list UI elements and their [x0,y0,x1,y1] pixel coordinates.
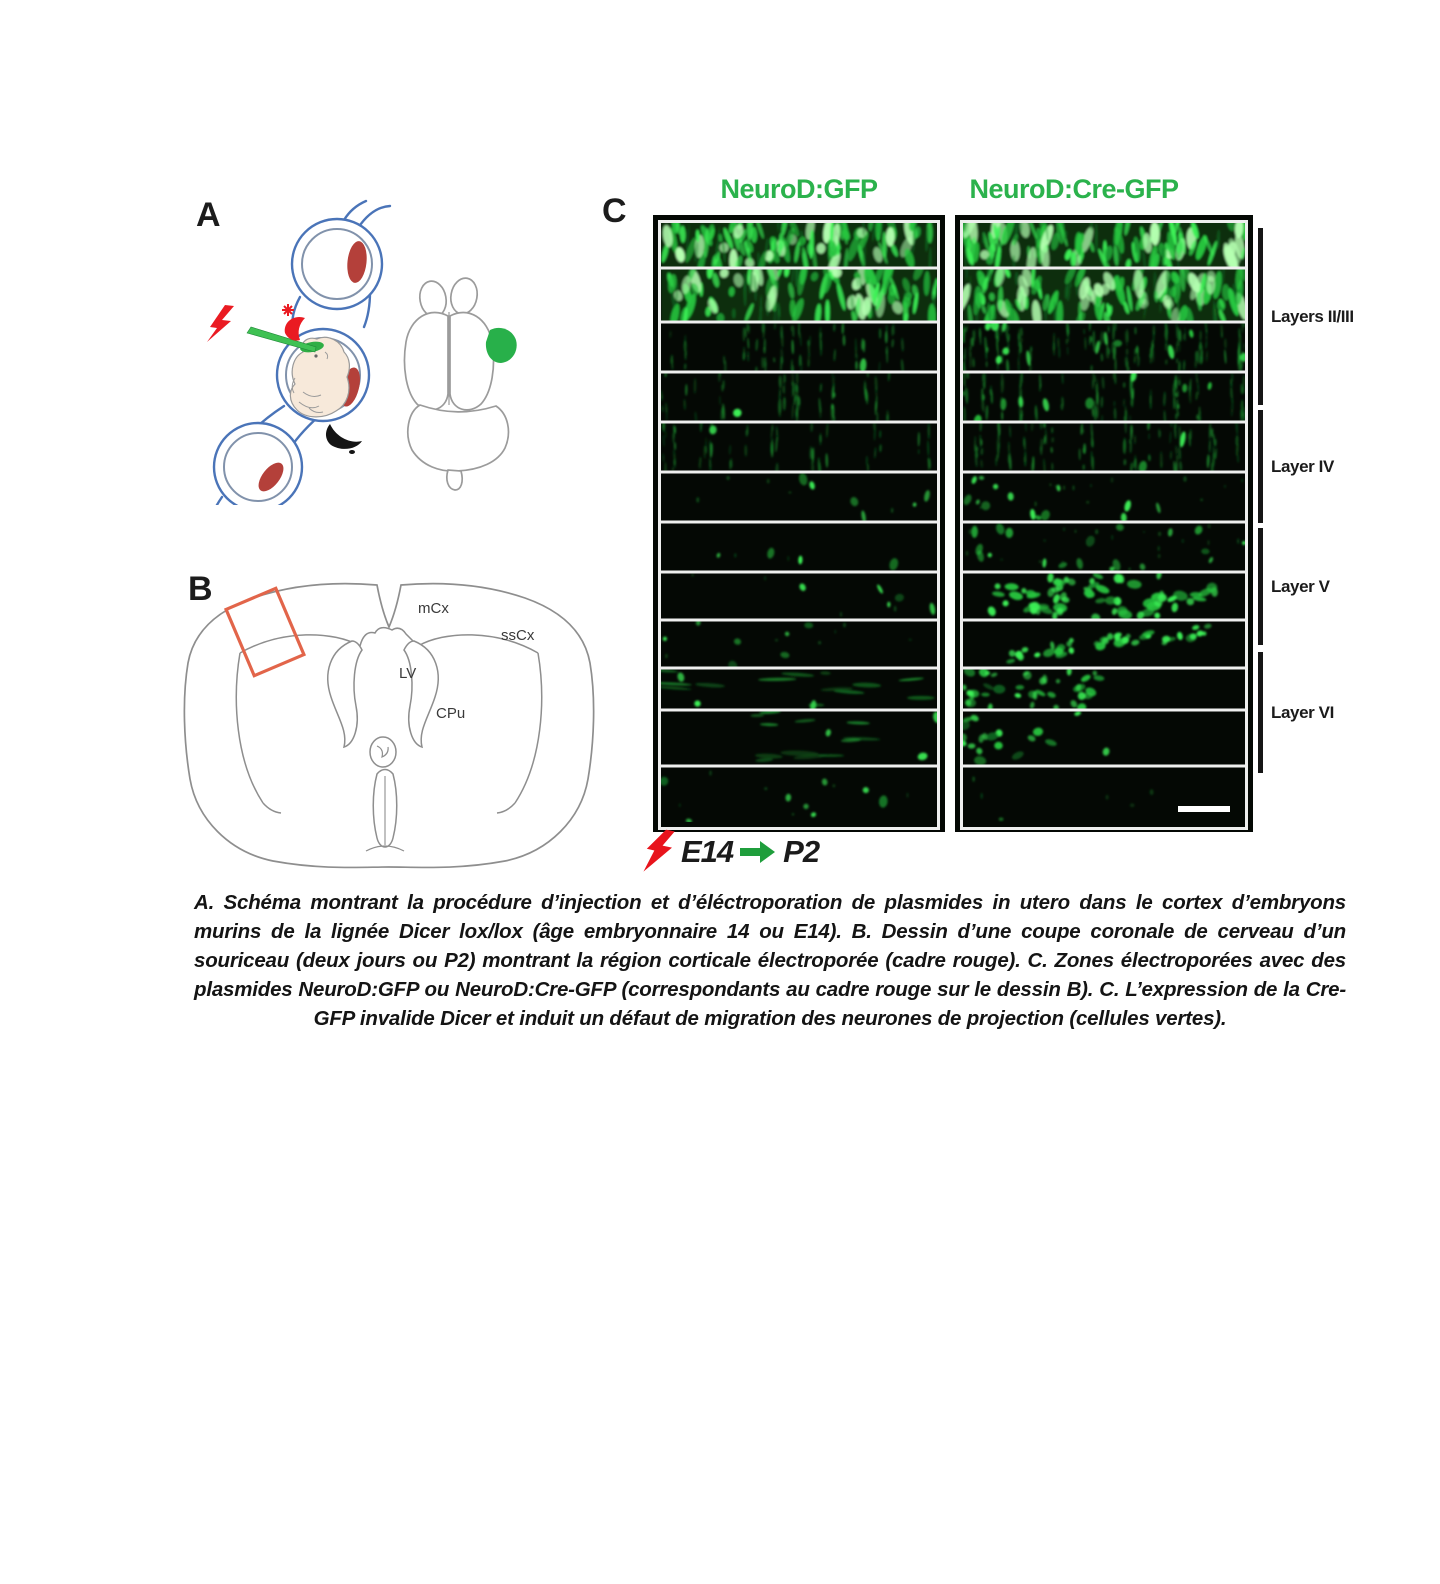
electrode-dot [349,450,355,454]
arrow-right-icon [740,840,776,864]
electrode-paddle-black [326,424,362,449]
region-label-mcx: mCx [418,600,449,617]
caption-segment: Dessin d’une coupe coronale de cerveau d’un souriceau (deux jours ou P2) montrant la région corticale électroporée (cadre rouge). C. Zones électroporées avec des plasmides NeuroD:GFP ou NeuroD:Cre-GFP (correspondants au cadre rouge sur le dessin B). [194,920,1346,1001]
layer-label: Layer V [1271,576,1330,596]
region-label-cpu: CPu [436,705,466,722]
micrograph-neurod-cre-gfp [955,215,1253,832]
layer-bracket [1258,410,1263,523]
panel-a-uterus-schematic [185,195,565,505]
layer-bracket [1258,652,1263,773]
timeline-end: P2 [783,834,820,869]
caption-segment: L’expression de la Cre-GFP invalide Dicer et induit un défaut de migration des neurones de projection (cellules vertes). [313,978,1346,1030]
caption-segment: C. [1099,978,1120,1001]
micrograph-neurod-gfp [653,215,945,832]
timeline-start: E14 [681,834,734,869]
timeline [644,829,819,875]
panel-b-label: B [188,570,213,608]
lightning-bolt-icon [642,828,677,877]
embryo-eye [314,354,317,357]
figure-caption [194,888,1346,1033]
column-title-neurod-gfp: NeuroD:GFP [720,174,878,204]
panel-a-label: A [196,196,221,234]
lightning-bolt-icon [207,305,234,342]
brain-dorsal-view [404,276,508,490]
panel-c-label: C [602,192,627,230]
caption-segment: B. [851,920,872,943]
scale-bar [1178,806,1230,812]
layer-bracket [1258,228,1263,405]
gfp-electroporated-region [486,328,517,363]
panel-b-coronal-section [178,558,602,880]
layer-label: Layer VI [1271,702,1334,722]
caption-segment: Schéma montrant la procédure d’injection et d’éléctroporation de plasmides in utero dans le cortex d’embryons murins de la lignée Dicer lox/lox (âge embryonnaire 14 ou E14). [194,891,1346,943]
region-label-lv: LV [399,665,417,682]
layer-label: Layers II/III [1271,306,1354,326]
caption-segment: A. [194,891,215,914]
region-label-sscx: ssCx [501,627,535,644]
column-title-neurod-cre-gfp: NeuroD:Cre-GFP [969,174,1179,204]
layer-label: Layer IV [1271,456,1334,476]
layer-bracket [1258,528,1263,645]
third-ventricle [370,737,396,767]
